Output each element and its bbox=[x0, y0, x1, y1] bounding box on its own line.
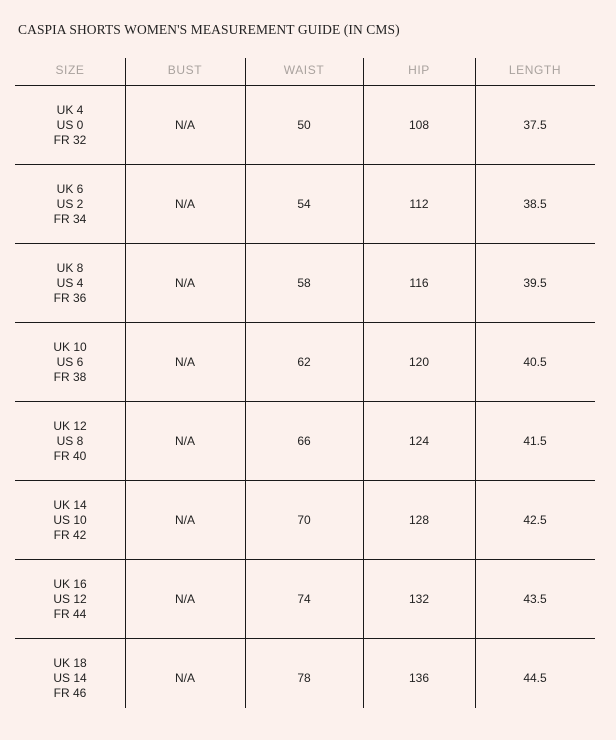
length-cell: 39.5 bbox=[523, 276, 547, 290]
size-us: US 0 bbox=[56, 117, 84, 132]
hip-cell: 112 bbox=[409, 197, 429, 211]
hip-cell: 136 bbox=[408, 671, 430, 685]
size-uk: UK 6 bbox=[56, 181, 84, 196]
bust-cell: N/A bbox=[174, 118, 195, 132]
table-row bbox=[15, 402, 595, 480]
waist-cell: 66 bbox=[297, 434, 311, 448]
size-cell bbox=[15, 323, 125, 401]
hip-cell: 124 bbox=[408, 434, 430, 448]
length-cell: 40.5 bbox=[523, 355, 547, 369]
column-header-size: SIZE bbox=[55, 63, 85, 77]
hip-cell: 128 bbox=[408, 513, 430, 527]
hip-cell: 108 bbox=[408, 118, 430, 132]
hip-cell: 116 bbox=[409, 276, 429, 290]
size-uk: UK 10 bbox=[53, 339, 87, 354]
length-cell: 38.5 bbox=[523, 197, 547, 211]
column-header-length: LENGTH bbox=[508, 63, 562, 77]
size-us: US 14 bbox=[53, 670, 87, 685]
table-header bbox=[15, 58, 595, 86]
waist-cell: 78 bbox=[297, 671, 311, 685]
size-cell bbox=[15, 402, 125, 480]
waist-cell: 54 bbox=[297, 197, 311, 211]
size-uk: UK 4 bbox=[56, 102, 84, 117]
length-cell: 41.5 bbox=[523, 434, 547, 448]
size-us: US 4 bbox=[56, 275, 84, 290]
size-us: US 2 bbox=[56, 196, 84, 211]
bust-cell: N/A bbox=[174, 513, 195, 527]
hip-cell: 120 bbox=[408, 355, 430, 369]
column-header-hip: HIP bbox=[408, 63, 430, 77]
length-cell: 43.5 bbox=[523, 592, 547, 606]
waist-cell: 58 bbox=[297, 276, 311, 290]
length-cell: 42.5 bbox=[523, 513, 547, 527]
table-row bbox=[15, 323, 595, 401]
table-row bbox=[15, 560, 595, 638]
column-header-waist: WAIST bbox=[283, 63, 325, 77]
size-cell bbox=[15, 639, 125, 717]
size-cell bbox=[15, 165, 125, 243]
column-header-bust: BUST bbox=[167, 63, 203, 77]
waist-cell: 70 bbox=[297, 513, 311, 527]
size-fr: FR 40 bbox=[53, 448, 87, 463]
size-uk: UK 16 bbox=[53, 576, 87, 591]
waist-cell: 74 bbox=[297, 592, 311, 606]
size-uk: UK 18 bbox=[53, 655, 87, 670]
size-cell bbox=[15, 560, 125, 638]
length-cell: 37.5 bbox=[523, 118, 547, 132]
waist-cell: 62 bbox=[297, 355, 311, 369]
size-fr: FR 36 bbox=[53, 290, 87, 305]
page-title: CASPIA SHORTS WOMEN'S MEASUREMENT GUIDE (IN CMS) bbox=[18, 22, 400, 37]
size-uk: UK 12 bbox=[53, 418, 87, 433]
size-cell bbox=[15, 244, 125, 322]
size-us: US 12 bbox=[53, 591, 87, 606]
size-fr: FR 32 bbox=[53, 132, 87, 147]
size-fr: FR 46 bbox=[53, 685, 87, 700]
size-cell bbox=[15, 86, 125, 164]
table-row bbox=[15, 481, 595, 559]
size-cell bbox=[15, 481, 125, 559]
hip-cell: 132 bbox=[408, 592, 430, 606]
size-us: US 10 bbox=[53, 512, 87, 527]
size-uk: UK 8 bbox=[56, 260, 84, 275]
size-fr: FR 34 bbox=[53, 211, 87, 226]
table-row bbox=[15, 165, 595, 243]
bust-cell: N/A bbox=[174, 355, 195, 369]
length-cell: 44.5 bbox=[523, 671, 547, 685]
bust-cell: N/A bbox=[174, 197, 195, 211]
bust-cell: N/A bbox=[174, 671, 195, 685]
table-row bbox=[15, 639, 595, 717]
table-row bbox=[15, 244, 595, 322]
size-fr: FR 38 bbox=[53, 369, 87, 384]
size-us: US 6 bbox=[56, 354, 84, 369]
bust-cell: N/A bbox=[174, 592, 195, 606]
size-us: US 8 bbox=[56, 433, 84, 448]
size-fr: FR 42 bbox=[53, 527, 87, 542]
size-fr: FR 44 bbox=[53, 606, 87, 621]
bust-cell: N/A bbox=[174, 434, 195, 448]
waist-cell: 50 bbox=[297, 118, 311, 132]
size-uk: UK 14 bbox=[53, 497, 87, 512]
table-row bbox=[15, 86, 595, 164]
bust-cell: N/A bbox=[174, 276, 195, 290]
